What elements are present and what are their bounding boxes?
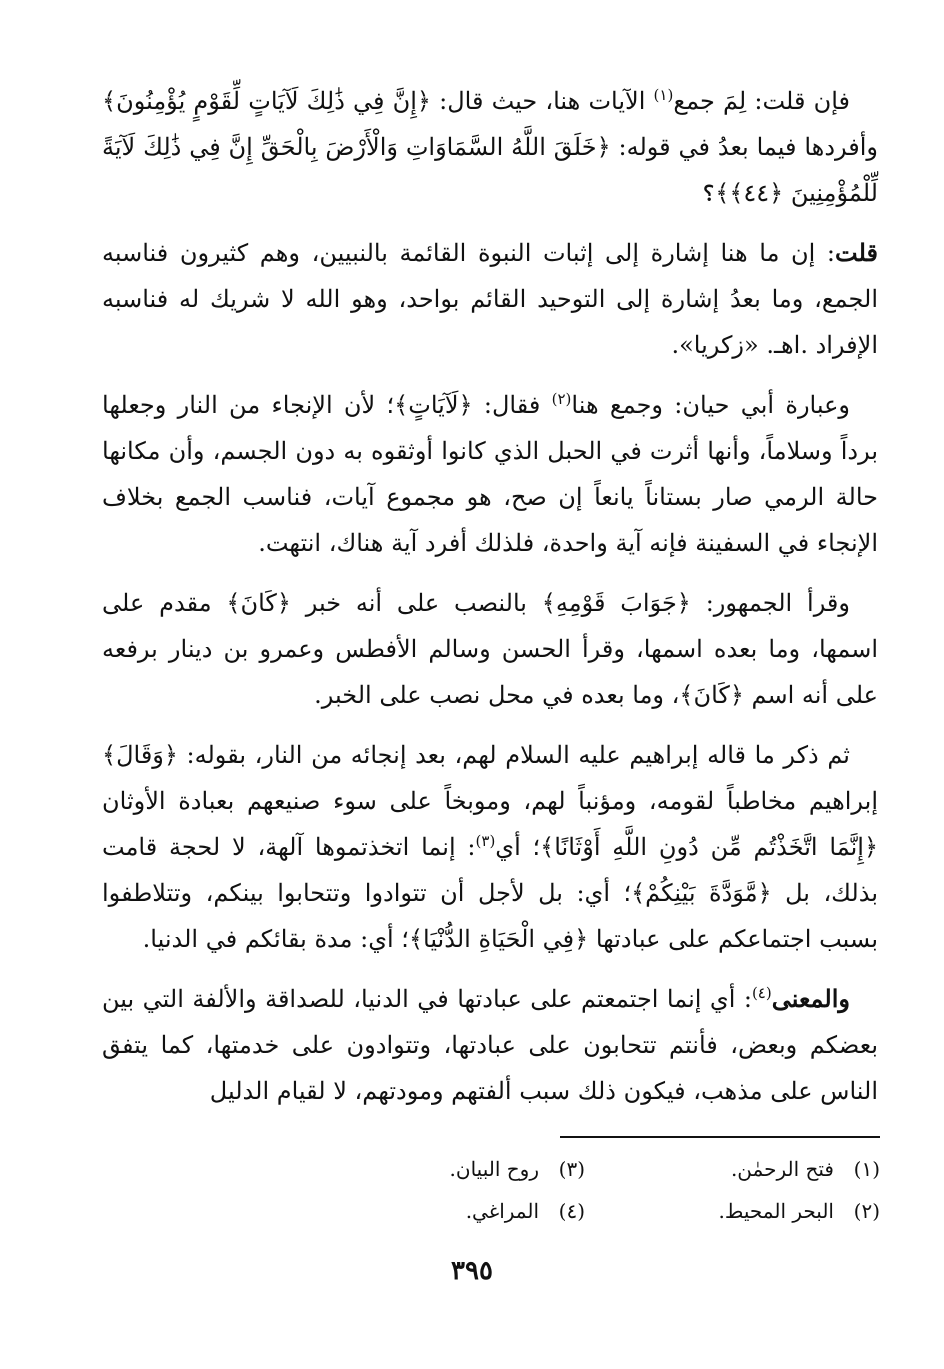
paragraph-text: : أي إنما اجتمعتم على عبادتها في الدنيا، للصداقة والألفة التي بين بعضكم وبعض، فأنتم تتحابون على عبادتها، وتتوادون على خدمتها، كما يتفق الناس على مذهب، فيكون ذلك سبب ألفتهم ومودتهم، لا لقيام الدليل (102, 985, 878, 1105)
paragraph-4 (102, 580, 878, 718)
paragraph-text: وعبارة أبي حيان: وجمع هنا (571, 391, 850, 419)
footnote-number: (٤) (558, 1199, 585, 1223)
footnote-text: البحر المحيط. (718, 1199, 834, 1223)
footnote-row (290, 1190, 880, 1232)
footnote (585, 1190, 880, 1232)
paragraph-text: فقال: ﴿لَآيَاتٍ﴾؛ لأن الإنجاء من النار وجعلها برداً وسلاماً، وأنها أثرت في الحبل الذي كانوا أوثقوه به دون الجسم، وأن مكانها حالة الرمي صار بستاناً يانعاً إن صح، هو مجموع آيات، فناسب الجمع بخلاف الإنجاء في السفينة فإنه آية واحدة، فلذلك أفرد آية هناك، انتهت. (102, 391, 878, 557)
paragraph-lead: قلت (835, 238, 878, 267)
footnote-row (290, 1148, 880, 1190)
footnotes (290, 1148, 880, 1232)
paragraph-1 (102, 78, 878, 216)
paragraph-6 (102, 976, 878, 1114)
footnote-text: المراغي. (465, 1199, 539, 1223)
footnote-ref: (٤) (751, 984, 772, 1002)
footnote-number: (١) (853, 1157, 880, 1181)
footnote (290, 1148, 585, 1190)
footnote-ref: (١) (653, 86, 674, 104)
paragraph-text: : إن ما هنا إشارة إلى إثبات النبوة القائمة بالنبيين، وهم كثيرون فناسبه الجمع، وما بعدُ إشارة إلى التوحيد القائم بواحد، وهو الله لا شريك له فناسبه الإفراد .اهـ. «زكريا». (102, 239, 878, 359)
footnote-ref: (٢) (551, 390, 572, 408)
paragraph-2 (102, 230, 878, 368)
paragraph-lead: والمعنى (771, 984, 850, 1013)
paragraph-text: فإن قلت: لِمَ جمع (673, 87, 850, 115)
footnote-ref: (٣) (475, 832, 496, 850)
footnote-text: روح البيان. (449, 1157, 539, 1181)
footnote (585, 1148, 880, 1190)
page-number: ٣٩٥ (451, 1256, 493, 1286)
footnote-number: (٣) (558, 1157, 585, 1181)
paragraph-5 (102, 732, 878, 962)
paragraph-text: : إنما اتخذتموها آلهة، لا لحجة قامت بذلك، بل ﴿مَّوَدَّةَ بَيْنِكُمْ﴾؛ أي: بل لأجل أن تتوادوا وتتحابوا بينكم، وتتلاطفوا بسبب اجتماعكم على عبادتها ﴿فِي الْحَيَاةِ الدُّنْيَا﴾؛ أي: مدة بقائكم في الدنيا. (102, 833, 878, 953)
paragraph-text: ثم ذكر ما قاله إبراهيم عليه السلام لهم، بعد إنجائه من النار، بقوله: ﴿وَقَالَ﴾ إبراهيم مخاطباً لقومه، ومؤنباً لهم، وموبخاً على سوء صنيعهم بعبادة الأوثان ﴿إِنَّمَا اتَّخَذْتُم مِّن دُونِ اللَّهِ أَوْثَانًا﴾؛ أي (102, 741, 879, 861)
paragraph-text: الآيات هنا، حيث قال: ﴿إِنَّ فِي ذَٰلِكَ لَآيَاتٍ لِّقَوْمٍ يُؤْمِنُونَ﴾ وأفردها فيما بعدُ في قوله: ﴿خَلَقَ اللَّهُ السَّمَاوَاتِ وَالْأَرْضَ بِالْحَقِّ إِنَّ فِي ذَٰلِكَ لَآيَةً لِّلْمُؤْمِنِينَ ﴿٤٤﴾﴾؟ (102, 87, 878, 207)
footnote-divider (560, 1136, 880, 1138)
paragraph-text: وقرأ الجمهور: ﴿جَوَابَ قَوْمِهِ﴾ بالنصب على أنه خبر ﴿كَانَ﴾ مقدم على اسمها، وما بعده اسمها، وقرأ الحسن وسالم الأفطس وعمرو بن دينار برفعه على أنه اسم ﴿كَانَ﴾، وما بعده في محل نصب على الخبر. (102, 589, 878, 709)
footnote (290, 1190, 585, 1232)
footnote-number: (٢) (853, 1199, 880, 1223)
paragraph-3 (102, 382, 878, 566)
main-text (102, 78, 878, 1128)
footnote-text: فتح الرحمٰن. (730, 1157, 834, 1181)
